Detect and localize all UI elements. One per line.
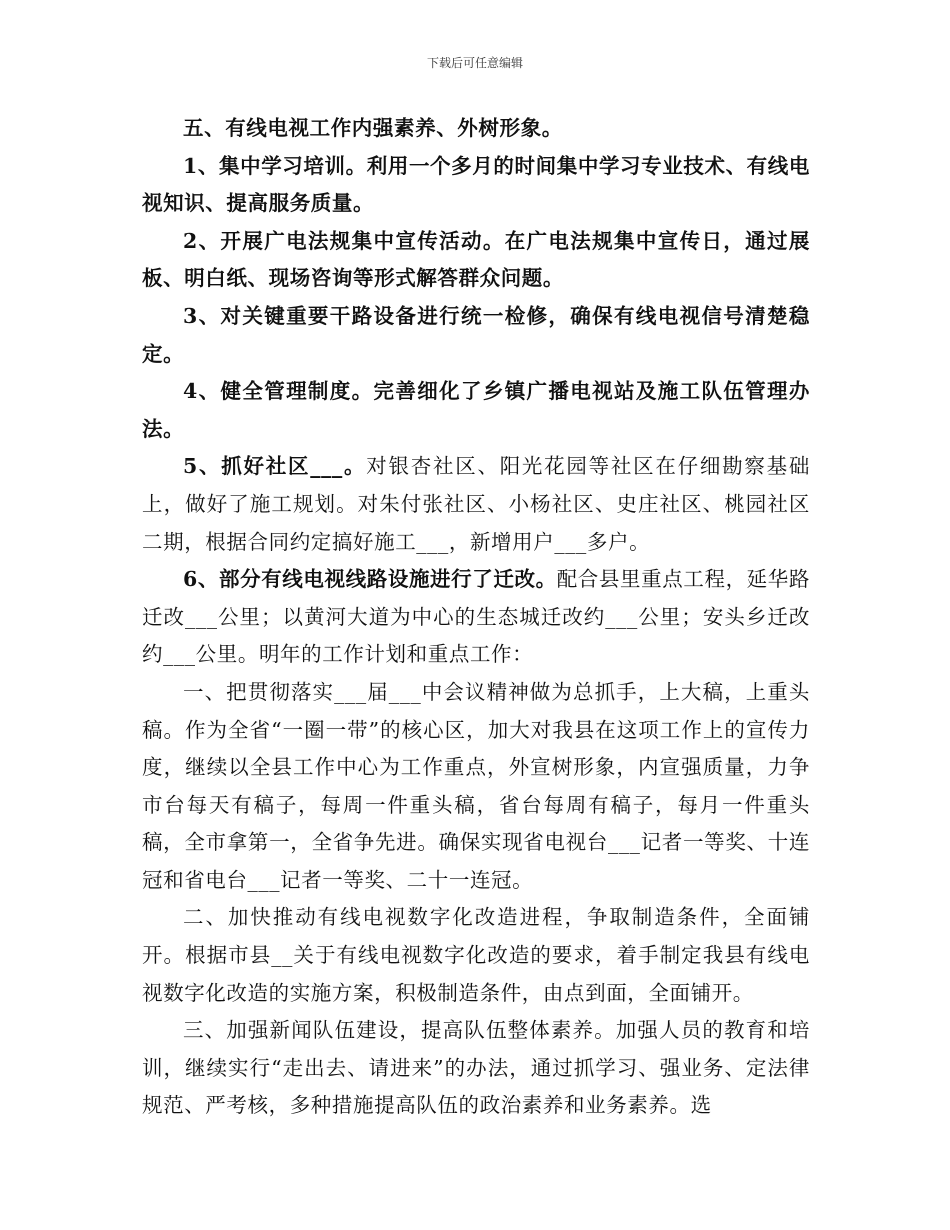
paragraph-lead: 1、集中学习培训。利用一个多月的时间集中学习专业技术、有线电视知识、提高服务质量。: [142, 153, 810, 216]
paragraph: [142, 1012, 810, 1125]
paragraph: [142, 110, 810, 148]
page-header-note: 下载后可任意编辑: [426, 56, 523, 70]
paragraph-body: 配合县里重点工程，延华路迁改___公里；以黄河大道为中心的生态城迁改约___公里；安头乡迁改约___公里。明年的工作计划和重点工作：: [142, 567, 810, 667]
paragraph-lead: 6、部分有线电视线路设施进行了迁改。: [183, 567, 557, 592]
paragraph: [142, 298, 810, 373]
paragraph-body: 二、加快推动有线电视数字化改造进程，争取制造条件，全面铺开。根据市县__关于有线电视数字化改造的要求，着手制定我县有线电视数字化改造的实施方案，积极制造条件，由点到面，全面铺开。: [142, 905, 810, 1005]
paragraph: [142, 148, 810, 223]
paragraph-lead: 5、抓好社区___。: [183, 454, 367, 479]
paragraph: [142, 561, 810, 674]
paragraph-lead: 4、健全管理制度。完善细化了乡镇广播电视站及施工队伍管理办法。: [142, 379, 810, 441]
paragraph: [142, 448, 810, 561]
paragraph-lead: 五、有线电视工作内强素养、外树形象。: [183, 116, 563, 140]
paragraph: [142, 674, 810, 900]
document-body: [142, 110, 810, 1125]
paragraph-body: 三、加强新闻队伍建设，提高队伍整体素养。加强人员的教育和培训，继续实行“走出去、请进来”的办法，通过抓学习、强业务、定法律规范、严考核，多种措施提高队伍的政治素养和业务素养。选: [142, 1018, 810, 1118]
paragraph: [142, 899, 810, 1012]
paragraph-body: 一、把贯彻落实___届___中会议精神做为总抓手，上大稿，上重头稿。作为全省“一圈一带”的核心区，加大对我县在这项工作上的宣传力度，继续以全县工作中心为工作重点，外宣树形象，内宣强质量，力争市台每天有稿子，每周一件重头稿，省台每周有稿子，每月一件重头稿，全市拿第一，全省争先进。确保实现省电视台___记者一等奖、十连冠和省电台___记者一等奖、二十一连冠。: [142, 679, 810, 892]
paragraph-lead: 3、对关键重要干路设备进行统一检修，确保有线电视信号清楚稳定。: [142, 303, 810, 366]
paragraph: [142, 223, 810, 298]
paragraph-body: 对银杏社区、阳光花园等社区在仔细勘察基础上，做好了施工规划。对朱付张社区、小杨社区、史庄社区、桃园社区二期，根据合同约定搞好施工___，新增用户___多户。: [142, 454, 811, 554]
paragraph: [142, 373, 810, 448]
paragraph-lead: 2、开展广电法规集中宣传活动。在广电法规集中宣传日，通过展板、明白纸、现场咨询等形式解答群众问题。: [142, 228, 810, 291]
